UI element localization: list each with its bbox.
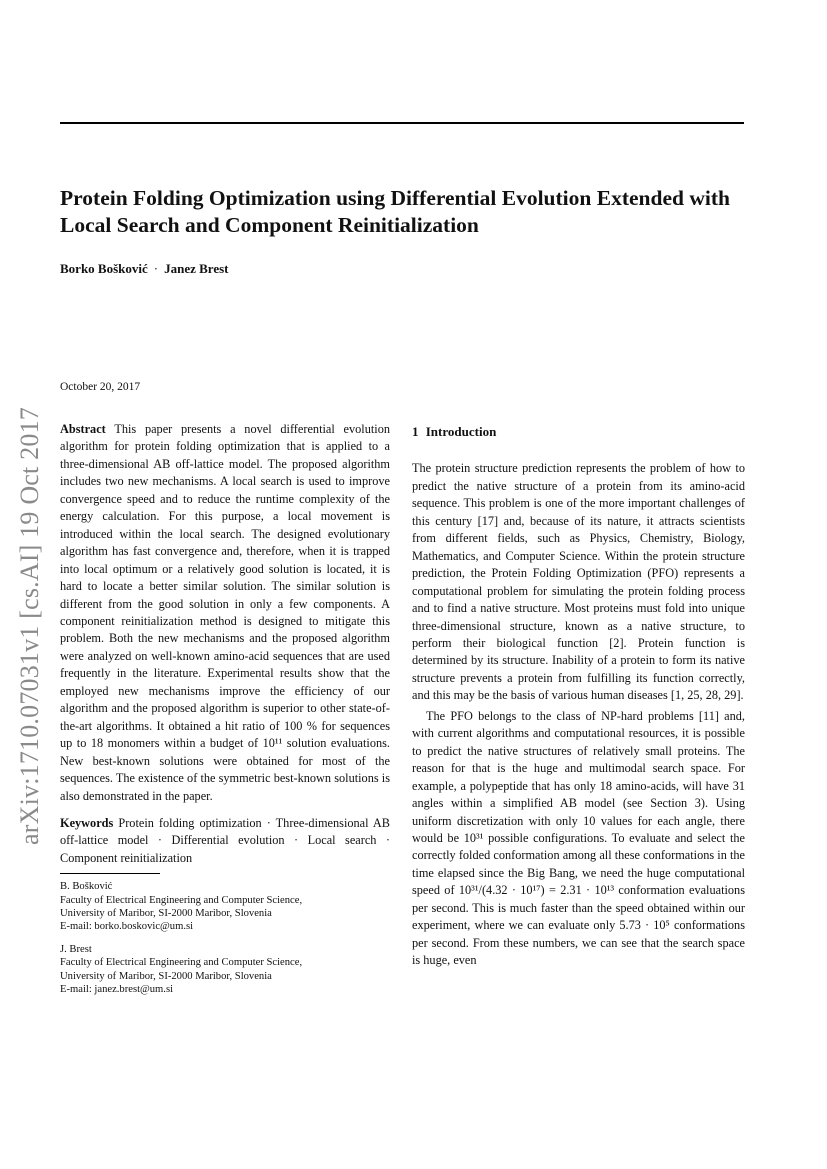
arxiv-stamp: arXiv:1710.07031v1 [cs.AI] 19 Oct 2017 xyxy=(15,407,44,845)
section-heading xyxy=(412,423,745,440)
affiliation-2 xyxy=(60,943,390,996)
keywords xyxy=(60,815,390,867)
author-separator: · xyxy=(153,261,159,276)
affiliation-line: Faculty of Electrical Engineering and Computer Science, xyxy=(60,894,303,906)
header-rule xyxy=(60,122,744,124)
author-name: Borko Bošković xyxy=(60,261,148,276)
abstract xyxy=(60,421,390,805)
footnote-rule xyxy=(60,873,160,874)
body-paragraph: The PFO belongs to the class of NP-hard problems [11] and, with current algorithms and computational resources, it is possible to predict the native structures of relatively small proteins. The reason for that is the huge and multimodal search space. For example, a polypeptide that has only 18 amino-acids, will have 31 angles within a simplified AB model (see Section 3). Using uniform discretization with only 10 values for each angle, there would be 10³¹ possible configurations. To evaluate and select the correctly folded conformation among all these conformations in the time elapsed since the Big Bang, we need the huge computational speed of 10³¹/(4.32 · 10¹⁷) = 2.31 · 10¹³ conformation evaluations per second. This is much faster than the speed obtained within our experiment, where we can evaluate only 5.73 · 10⁵ conformations per second. From these numbers, we can see that the search space is huge, even xyxy=(412,708,745,968)
affiliation-1 xyxy=(60,880,390,933)
affiliation-name: B. Bošković xyxy=(60,881,113,893)
affiliation-email: E-mail: janez.brest@um.si xyxy=(60,983,174,995)
affiliation-email: E-mail: borko.boskovic@um.si xyxy=(60,920,194,932)
author-list xyxy=(60,261,229,277)
keywords-text: Protein folding optimization · Three-dimensional AB off-lattice model · Differential evolution · Local search · Component reinitialization xyxy=(60,815,390,865)
affiliation-line: University of Maribor, SI-2000 Maribor, Slovenia xyxy=(60,970,272,982)
affiliation-line: University of Maribor, SI-2000 Maribor, Slovenia xyxy=(60,907,272,919)
keywords-label: Keywords xyxy=(60,815,114,830)
section-title: Introduction xyxy=(425,424,497,439)
body-paragraph: The protein structure prediction represents the problem of how to predict the native structure of a protein from its amino-acid sequence. This problem is one of the more important challenges of this century [17] and, because of its nature, it attracts scientists from different fields, such as Physics, Chemistry, Biology, Mathematics, and Computer Science. Within the protein structure prediction, the Protein Folding Optimization (PFO) represents a computational problem for simulating the protein folding process and to find a native structure. Most proteins must fold into unique three-dimensional structure, known as a native structure, to perform their biological function [2]. Protein function is determined by its structure. Inability of a protein to form its native structure prevents a protein from fulfilling its function correctly, and this may be the basis of various human diseases [1, 25, 28, 29]. xyxy=(412,461,745,703)
section-number: 1 xyxy=(412,424,419,439)
right-column xyxy=(412,421,745,970)
paper-title: Protein Folding Optimization using Differential Evolution Extended with Local Search and Component Reinitialization xyxy=(60,186,730,237)
left-column xyxy=(60,421,390,1006)
affiliation-line: Faculty of Electrical Engineering and Computer Science, xyxy=(60,957,303,969)
affiliation-name: J. Brest xyxy=(60,944,92,956)
abstract-label: Abstract xyxy=(60,422,106,436)
paper-date: October 20, 2017 xyxy=(60,381,141,393)
abstract-text: This paper presents a novel differential evolution algorithm for protein folding optimization that is applied to a three-dimensional AB off-lattice model. The proposed algorithm includes two new mechanisms. A local search is used to improve convergence speed and to reduce the runtime complexity of the energy calculation. For this purpose, a local movement is introduced within the local search. The designed evolutionary algorithm has fast convergence and, therefore, when it is trapped into local optimum or a relatively good solution is located, it is hard to locate a better similar solution. The similar solution is different from the good solution in only a few components. A component reinitialization method is designed to mitigate this problem. Both the new mechanisms and the proposed algorithm were analyzed on well-known amino-acid sequences that are used frequently in the literature. Experimental results show that the employed new mechanisms improve the efficiency of our algorithm and the proposed algorithm is superior to other state-of-the-art algorithms. It obtained a hit ratio of 100 % for sequences up to 18 monomers within a budget of 10¹¹ solution evaluations. New best-known solutions were obtained for most of the sequences. The existence of the symmetric best-known solutions is also demonstrated in the paper. xyxy=(60,422,390,803)
author-name: Janez Brest xyxy=(164,261,229,276)
